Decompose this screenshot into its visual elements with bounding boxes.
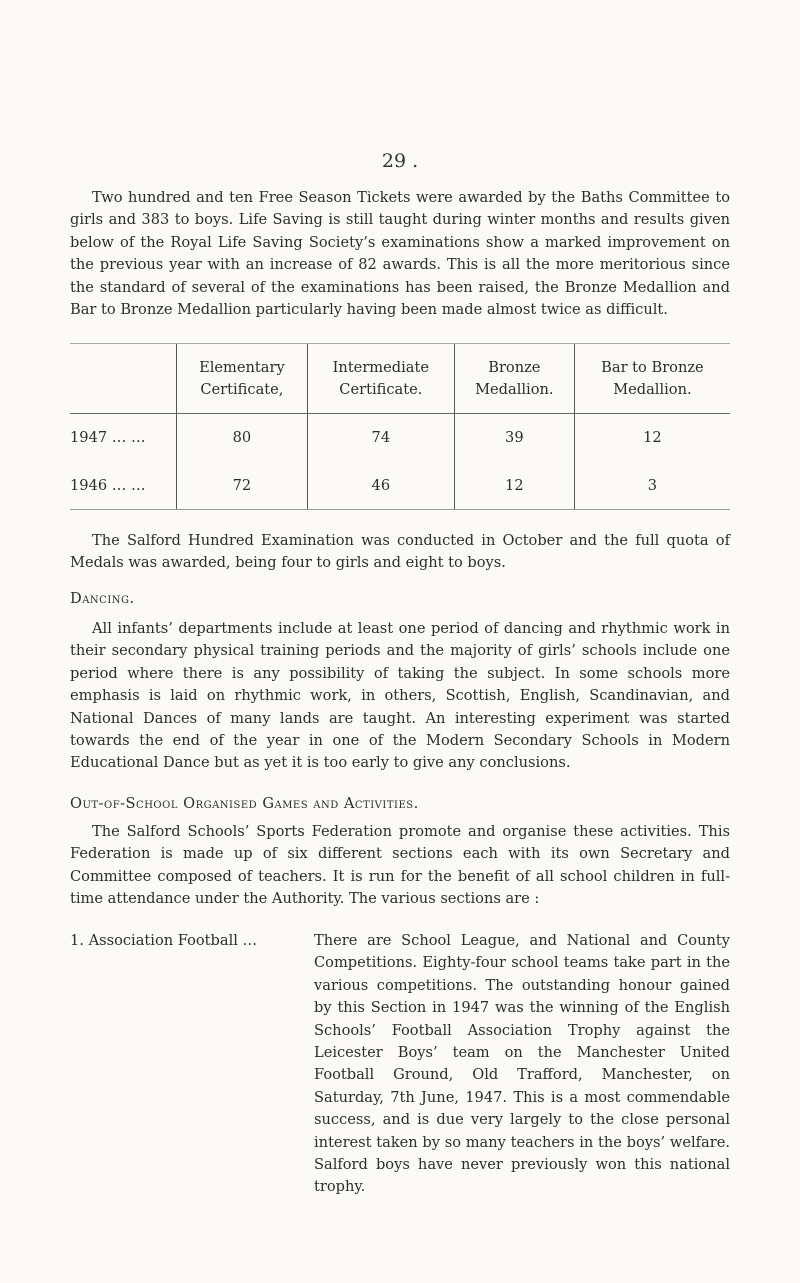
- column-header-line2: Certificate,: [200, 380, 284, 398]
- table-cell: 74: [307, 414, 454, 462]
- table-cell: 12: [454, 462, 574, 510]
- page-number: 29 .: [381, 150, 419, 172]
- hundred-exam-paragraph: The Salford Hundred Examination was conducted in October and the full quota of Medals was awarded, being four to girls and eight to boys.: [70, 532, 730, 572]
- intro-paragraph: Two hundred and ten Free Season Tickets were awarded by the Baths Committee to girls and 383 to boys. Life Saving is still taught during winter months and results given below of the Royal Life Saving Society’s examinations show a marked improvement on the previous year with an increase of 82 awards. This is all the more meritorious since the standard of several of the examinations has been raised, the Bronze Medallion and Bar to Bronze Medallion particularly having been made almost twice as difficult.: [70, 189, 730, 319]
- table-cell: 12: [574, 414, 730, 462]
- row-year: 1946 … …: [70, 462, 177, 510]
- column-header: [574, 344, 730, 414]
- column-header-line2: Medallion.: [613, 380, 692, 398]
- column-header-line1: Intermediate: [332, 358, 429, 376]
- section-text: There are School League, and National and County Competitions. Eighty-four school teams take part in the various competitions. The outstanding honour gained by this Section in 1947 was the winning of the English Schools’ Football Association Trophy against the Leicester Boys’ team on the Manchester United Football Ground, Old Trafford, Manchester, on Saturday, 7th June, 1947. This is a most commendable success, and is due very largely to the close personal interest taken by so many teachers in the boys’ welfare. Salford boys have never previously won this national trophy.: [314, 932, 730, 1196]
- column-header-line1: Bronze: [488, 358, 541, 376]
- table-cell: 72: [177, 462, 308, 510]
- table-cell: 46: [307, 462, 454, 510]
- dancing-heading: Dancing.: [70, 590, 135, 607]
- column-header-line1: Elementary: [199, 358, 285, 376]
- column-header: [177, 344, 308, 414]
- life-saving-results-table: [70, 343, 730, 510]
- column-header: [454, 344, 574, 414]
- table-row: [70, 462, 730, 510]
- table-cell: 39: [454, 414, 574, 462]
- table-corner-cell: [70, 344, 177, 414]
- games-paragraph: The Salford Schools’ Sports Federation promote and organise these activities. This Federation is made up of six different sections each with its own Secretary and Committee composed of teachers. It is run for the benefit of all school children in full-time attendance under the Authority. The various sections are :: [70, 823, 730, 908]
- games-heading: Out-of-School Organised Games and Activities.: [70, 795, 419, 812]
- column-header-line2: Medallion.: [475, 380, 554, 398]
- column-header-line2: Certificate.: [339, 380, 423, 398]
- column-header-line1: Bar to Bronze: [601, 358, 704, 376]
- row-year: 1947 … …: [70, 429, 146, 447]
- table-cell: 3: [574, 462, 730, 510]
- dancing-paragraph: All infants’ departments include at least one period of dancing and rhythmic work in their secondary physical training periods and the majority of girls’ schools include one period where there is any possibility of taking the subject. In some schools more emphasis is laid on rhythmic work, in others, Scottish, English, Scandinavian, and National Dances of many lands are taught. An interesting experiment was started towards the end of the year in one of the Modern Secondary Schools in Modern Educational Dance but as yet it is too early to give any conclusions.: [70, 620, 730, 772]
- section-label: 1. Association Football …: [70, 932, 258, 949]
- column-header: [307, 344, 454, 414]
- table-row: [70, 414, 730, 462]
- table-header-row: [70, 344, 730, 414]
- table-cell: 80: [177, 414, 308, 462]
